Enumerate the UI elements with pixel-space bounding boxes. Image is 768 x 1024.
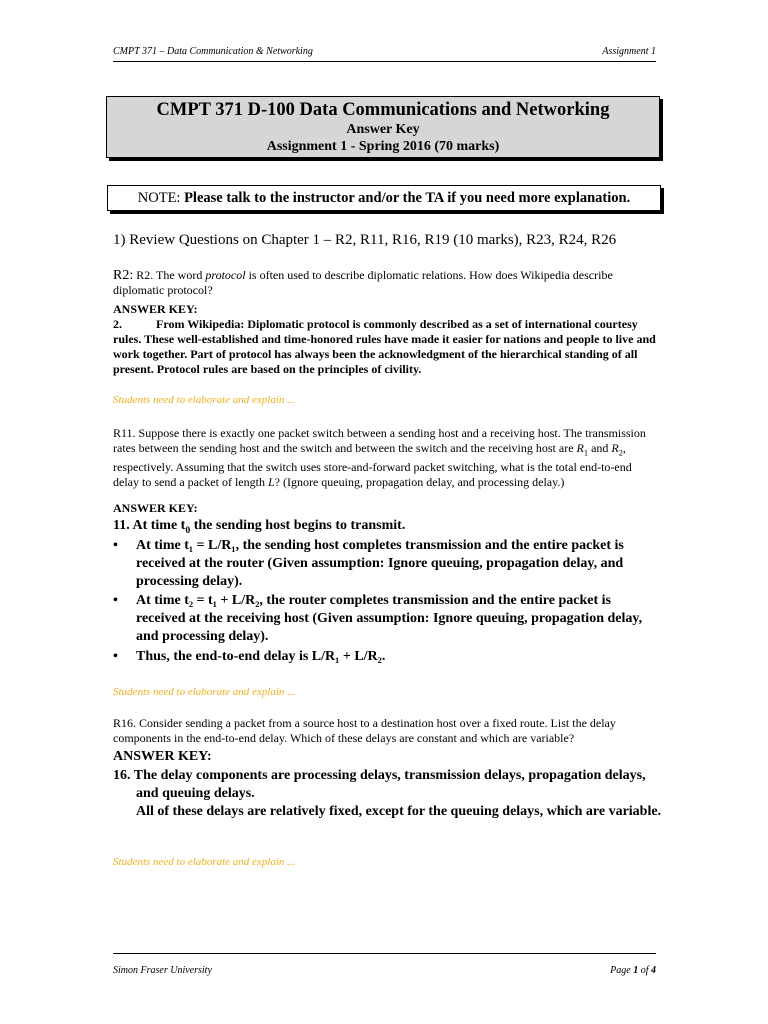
r11-note: Students need to elaborate and explain ... [113, 686, 296, 698]
document-title: CMPT 371 D-100 Data Communications and Networking [156, 100, 610, 120]
r11-length: L [267, 475, 275, 490]
r11-intro-text-2: the sending host begins to transmit. [193, 518, 406, 533]
header-assignment: Assignment 1 [602, 46, 656, 57]
note-box [107, 185, 661, 211]
r11-question [113, 426, 658, 490]
page-footer [113, 965, 656, 976]
r2-answer-label: ANSWER KEY: [113, 302, 198, 316]
document-subtitle: Answer Key [346, 122, 420, 137]
r16-answer-1: 16. The delay components are processing delays, transmission delays, propagation delays, and queuing delays. [113, 768, 646, 801]
r2-question-emphasis: protocol [205, 268, 246, 282]
note-text: Please talk to the instructor and/or the TA if you need more explanation. [184, 190, 631, 206]
r2-question-text: R2. The word [136, 268, 203, 282]
r11-intro-sub: 0 [185, 524, 191, 536]
r16-question: R16. Consider sending a packet from a source host to a destination host over a fixed route. List the delay components in the end-to-end delay. Which of these delays are constant and which are variable? [113, 716, 616, 745]
r2-question-text-2: is often used to describe diplomatic relations. How does Wikipedia describe diplomatic protocol? [113, 268, 613, 297]
r11-bullet [113, 537, 658, 591]
r11-bullet-text: At time t₂ = t₁ + L/R₂, the router completes transmission and the entire packet is received at the receiving host (Given assumption: Ignore queuing, propagation delay, and processing delay). [136, 593, 643, 644]
r16-note: Students need to elaborate and explain ... [113, 856, 296, 868]
r2-note: Students need to elaborate and explain ... [113, 394, 296, 406]
r2-answer-text: From Wikipedia: Diplomatic protocol is commonly described as a set of international courtesy rules. These well-established and time-honored rules have made it easier for nations and people to live and work together. Part of protocol has always been the acknowledgment of the hierarchical standing of all present. Protocol rules are based on the principles of civility. [113, 317, 656, 376]
page-label: Page [610, 965, 631, 976]
r11-question-text-3: ? (Ignore queuing, propagation delay, and processing delay.) [274, 475, 565, 490]
page-header [113, 46, 656, 57]
r16-answer-2: All of these delays are relatively fixed, except for the queuing delays, which are variable. [136, 804, 662, 819]
r2-question [113, 268, 658, 298]
page-total: 4 [651, 965, 656, 976]
r2-answer [113, 317, 658, 377]
header-rule [113, 61, 656, 62]
footer-university: Simon Fraser University [113, 965, 212, 976]
title-box [106, 96, 660, 158]
r11-question-text-2: , respectively. Assuming that the switch uses store-and-forward packet switching, what is the total end-to-end delay to send a packet of length [113, 441, 632, 490]
assignment-info: Assignment 1 - Spring 2016 (70 marks) [266, 139, 500, 154]
r11-bullet [113, 592, 658, 646]
note-label: NOTE: [137, 190, 181, 206]
r11-bullet-text: Thus, the end-to-end delay is L/R₁ + L/R₂. [136, 649, 386, 664]
r11-question-text: R11. Suppose there is exactly one packet switch between a sending host and a receiving host. The transmission rates between the sending host and the switch and between the switch and the receiving host are [113, 426, 646, 455]
footer-rule [113, 953, 656, 954]
bullet-icon: • [113, 593, 118, 608]
r2-answer-number: 2. [113, 317, 122, 331]
r11-r2-sub: 2 [618, 448, 623, 458]
page-of: of [640, 965, 649, 976]
bullet-icon: • [113, 649, 118, 664]
r11-bullet-text: At time t₁ = L/R₁, the sending host completes transmission and the entire packet is received at the router (Given assumption: Ignore queuing, propagation delay, and processing delay). [136, 538, 624, 589]
bullet-icon: • [113, 538, 118, 553]
section-heading: 1) Review Questions on Chapter 1 – R2, R11, R16, R19 (10 marks), R23, R24, R26 [113, 232, 617, 248]
r16-answer-label: ANSWER KEY: [113, 749, 212, 764]
r2-label: R2: [113, 268, 134, 283]
r11-intro-text: 11. At time t [113, 518, 186, 533]
header-course: CMPT 371 – Data Communication & Networking [113, 46, 313, 57]
r11-and: and [591, 441, 609, 455]
r11-r2: R [611, 441, 619, 455]
r11-bullet [113, 648, 658, 666]
r11-answer-label: ANSWER KEY: [113, 501, 198, 515]
page-number [610, 965, 656, 976]
page-current: 1 [633, 965, 639, 976]
r11-r1: R [576, 441, 584, 455]
r11-r1-sub: 1 [583, 448, 589, 458]
